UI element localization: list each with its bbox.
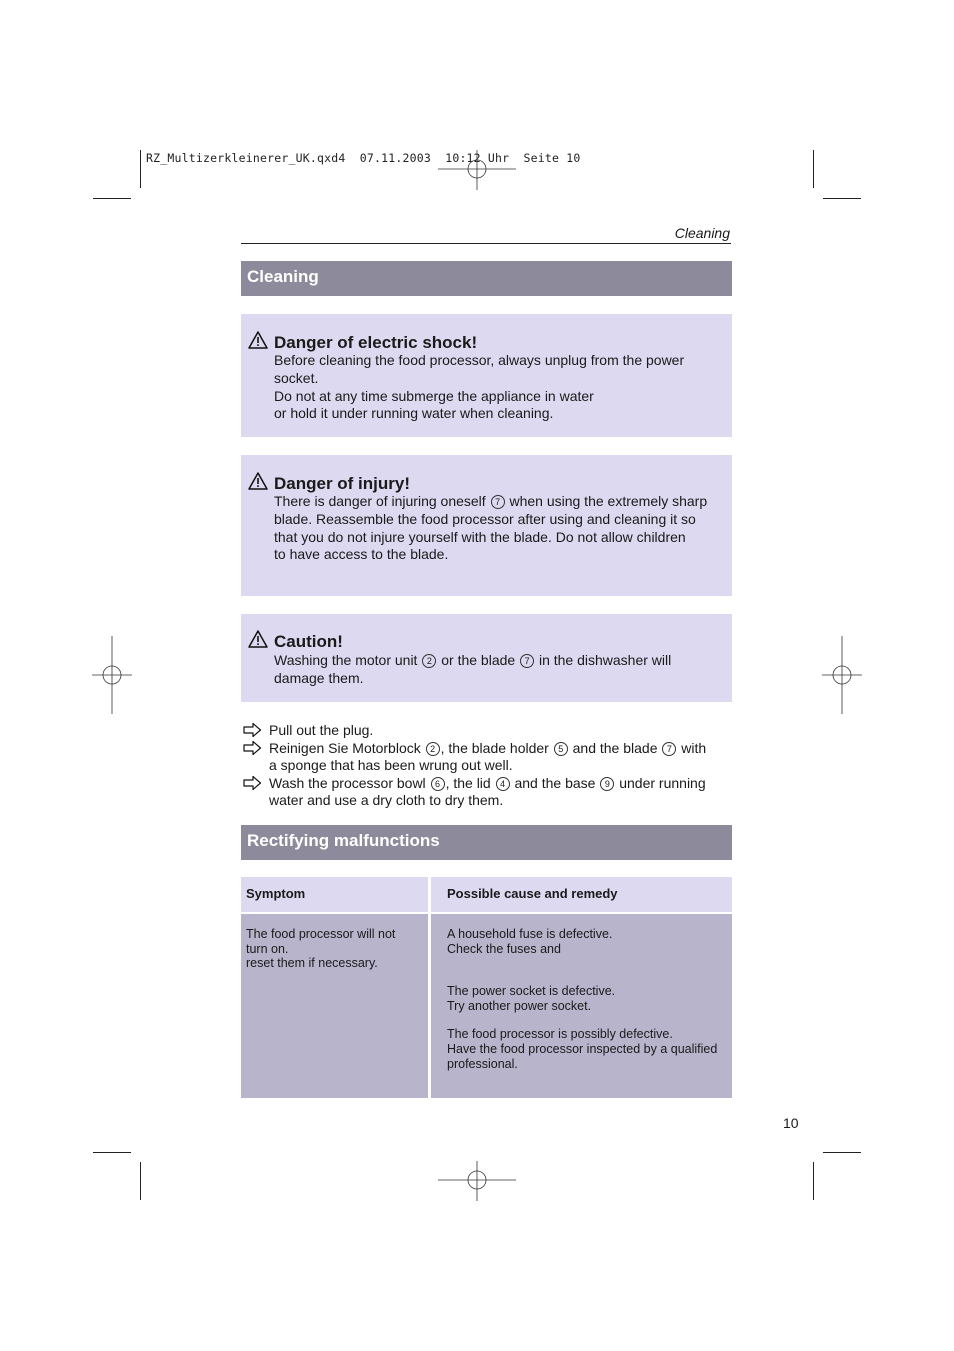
warning-title: Danger of injury! [274, 474, 411, 493]
crop-mark [140, 1162, 141, 1200]
crop-mark [140, 150, 141, 188]
list-item [241, 775, 732, 810]
warning-line: to have access to the blade. [274, 546, 449, 563]
caution-text [274, 652, 726, 688]
warning-title: Danger of electric shock! [274, 333, 478, 352]
warning-line: socket. [274, 369, 319, 386]
part-number: 4 [496, 777, 510, 791]
warning-triangle-icon [248, 331, 268, 349]
caution-line: Washing the motor unit [274, 652, 418, 668]
step-text: Wash the processor bowl [269, 774, 426, 791]
section-title-malfunctions: Rectifying malfunctions [241, 825, 732, 860]
table-header-symptom: Symptom [241, 877, 428, 912]
part-number: 5 [554, 742, 568, 756]
arrow-bullet-icon [242, 740, 262, 756]
registration-mark-icon [438, 1161, 516, 1201]
part-number: 2 [422, 654, 436, 668]
cell-line: turn on. [246, 941, 289, 956]
registration-mark-icon [92, 636, 132, 714]
section-title-cleaning: Cleaning [241, 261, 732, 296]
caution-box [241, 614, 732, 702]
warning-box-injury [241, 455, 732, 596]
cell-line: The food processor is possibly defective. [447, 1027, 673, 1042]
caution-line: or the blade [441, 652, 516, 668]
crop-mark [813, 150, 814, 188]
warning-triangle-icon [248, 472, 268, 490]
warning-text [274, 352, 726, 423]
printer-slug: RZ_Multizerkleinerer_UK.qxd4 07.11.2003 10:12 Uhr Seite 10 [146, 151, 581, 165]
table-cell-remedy [431, 914, 732, 1098]
registration-mark-icon [822, 636, 862, 714]
list-item [241, 722, 732, 740]
cell-line: Have the food processor inspected by a qualified [447, 1041, 718, 1056]
table-header-remedy: Possible cause and remedy [431, 877, 732, 912]
cell-line: Check the fuses and [447, 941, 561, 956]
caution-line: in the dishwasher will [538, 652, 672, 668]
warning-line: that you do not injure yourself with the blade. Do not allow children [274, 528, 686, 545]
crop-mark [823, 198, 861, 199]
step-text: and the blade [572, 739, 658, 756]
crop-mark [813, 1162, 814, 1200]
step-text: , the lid [445, 774, 491, 791]
step-text: water and use a dry cloth to dry them. [269, 792, 504, 809]
part-number: 7 [520, 654, 534, 668]
list-item [241, 740, 732, 775]
step-text: a sponge that has been wrung out well. [269, 757, 513, 774]
table-cell-symptom [241, 914, 428, 1098]
crop-mark [823, 1152, 861, 1153]
warning-line: or hold it under running water when cleaning. [274, 405, 554, 422]
warning-line: Do not at any time submerge the appliance in water [274, 387, 594, 404]
warning-triangle-icon [248, 630, 268, 648]
registration-mark-icon [438, 150, 516, 190]
step-text: with [681, 739, 707, 756]
crop-mark [93, 198, 131, 199]
step-text: , the blade holder [440, 739, 549, 756]
cell-line: Try another power socket. [447, 998, 592, 1013]
part-number: 2 [426, 742, 440, 756]
running-head: Cleaning [674, 225, 730, 241]
caution-line: damage them. [274, 669, 364, 686]
part-number: 9 [600, 777, 614, 791]
part-number: 6 [431, 777, 445, 791]
warning-line: Before cleaning the food processor, always unplug from the power [274, 352, 685, 368]
page-number: 10 [783, 1115, 799, 1131]
arrow-bullet-icon [242, 722, 262, 738]
cell-line: reset them if necessary. [246, 956, 378, 971]
step-text: and the base [514, 774, 596, 791]
part-number: 7 [662, 742, 676, 756]
arrow-bullet-icon [242, 775, 262, 791]
step-text: Reinigen Sie Motorblock [269, 739, 421, 756]
warning-text [274, 493, 726, 564]
cell-line: A household fuse is defective. [447, 927, 613, 941]
caution-title: Caution! [274, 632, 343, 651]
cell-line: The power socket is defective. [447, 984, 616, 999]
crop-mark [93, 1152, 131, 1153]
warning-line: when using the extremely sharp [509, 493, 708, 509]
warning-line: blade. Reassemble the food processor after using and cleaning it so [274, 510, 696, 527]
cell-line: The food processor will not [246, 927, 396, 941]
cleaning-steps [241, 722, 732, 810]
header-rule [241, 243, 731, 244]
part-number: 7 [491, 495, 505, 509]
warning-box-electric-shock [241, 314, 732, 437]
step-text: under running [619, 774, 706, 791]
step-text: Pull out the plug. [269, 722, 374, 738]
warning-line: There is danger of injuring oneself [274, 493, 486, 509]
cell-line: professional. [447, 1056, 518, 1071]
